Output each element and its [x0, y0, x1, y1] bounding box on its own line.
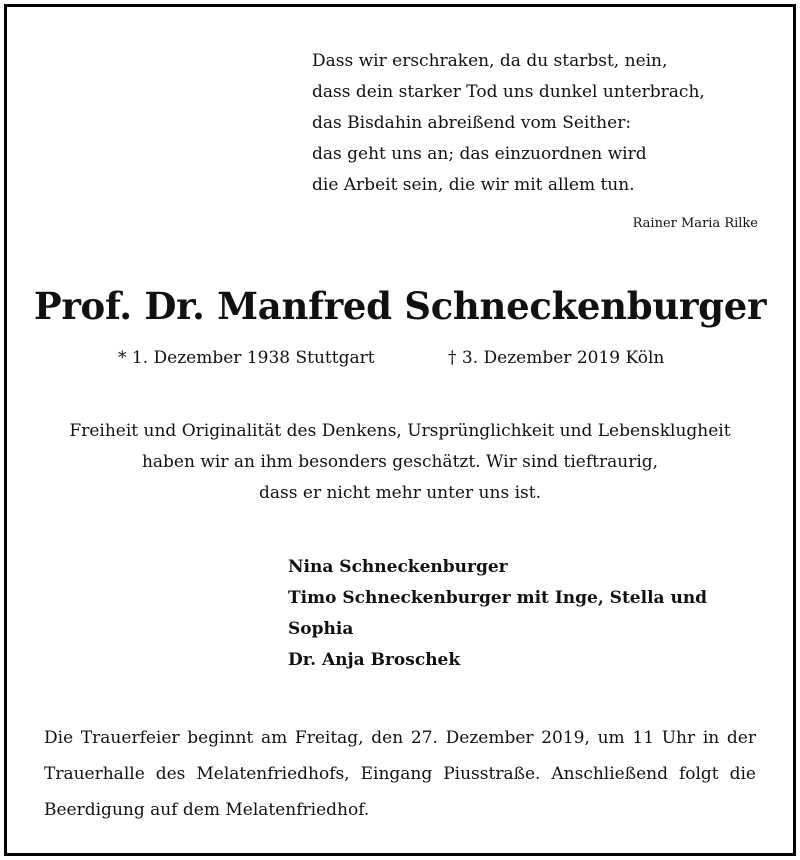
mourners-list	[288, 552, 707, 676]
deceased-name: Prof. Dr. Manfred Schneckenburger	[33, 284, 767, 328]
tribute-line: haben wir an ihm besonders geschätzt. Wir sind tieftraurig,	[141, 452, 659, 472]
poem-line: Dass wir erschraken, da du starbst, nein,	[312, 51, 668, 71]
poem-line: das geht uns an; das einzuordnen wird	[312, 144, 647, 164]
poem	[312, 46, 705, 201]
mourner-line: Nina Schneckenburger	[288, 557, 508, 577]
poem-line: dass dein starker Tod uns dunkel unterbrach,	[312, 82, 705, 102]
poem-line: die Arbeit sein, die wir mit allem tun.	[312, 175, 635, 195]
mourner-line: Dr. Anja Broschek	[288, 650, 461, 670]
birth-date: * 1. Dezember 1938 Stuttgart	[118, 348, 375, 368]
funeral-info	[44, 720, 756, 828]
funeral-line: Beerdigung auf dem Melatenfriedhof.	[44, 800, 370, 820]
tribute-line: dass er nicht mehr unter uns ist.	[259, 483, 541, 503]
poem-line: das Bisdahin abreißend vom Seither:	[312, 113, 632, 133]
mourner-line: Timo Schneckenburger mit Inge, Stella und	[288, 588, 708, 608]
poem-author: Rainer Maria Rilke	[632, 216, 758, 231]
tribute-line: Freiheit und Originalität des Denkens, Ursprünglichkeit und Lebensklugheit	[69, 421, 731, 441]
death-date: † 3. Dezember 2019 Köln	[448, 348, 665, 368]
funeral-line: Die Trauerfeier beginnt am Freitag, den 27. Dezember 2019, um 11 Uhr in der	[44, 728, 756, 748]
tribute-text	[0, 416, 800, 509]
mourner-line: Sophia	[288, 619, 354, 639]
funeral-line: Trauerhalle des Melatenfriedhofs, Eingang Piusstraße. Anschließend folgt die	[44, 764, 756, 784]
